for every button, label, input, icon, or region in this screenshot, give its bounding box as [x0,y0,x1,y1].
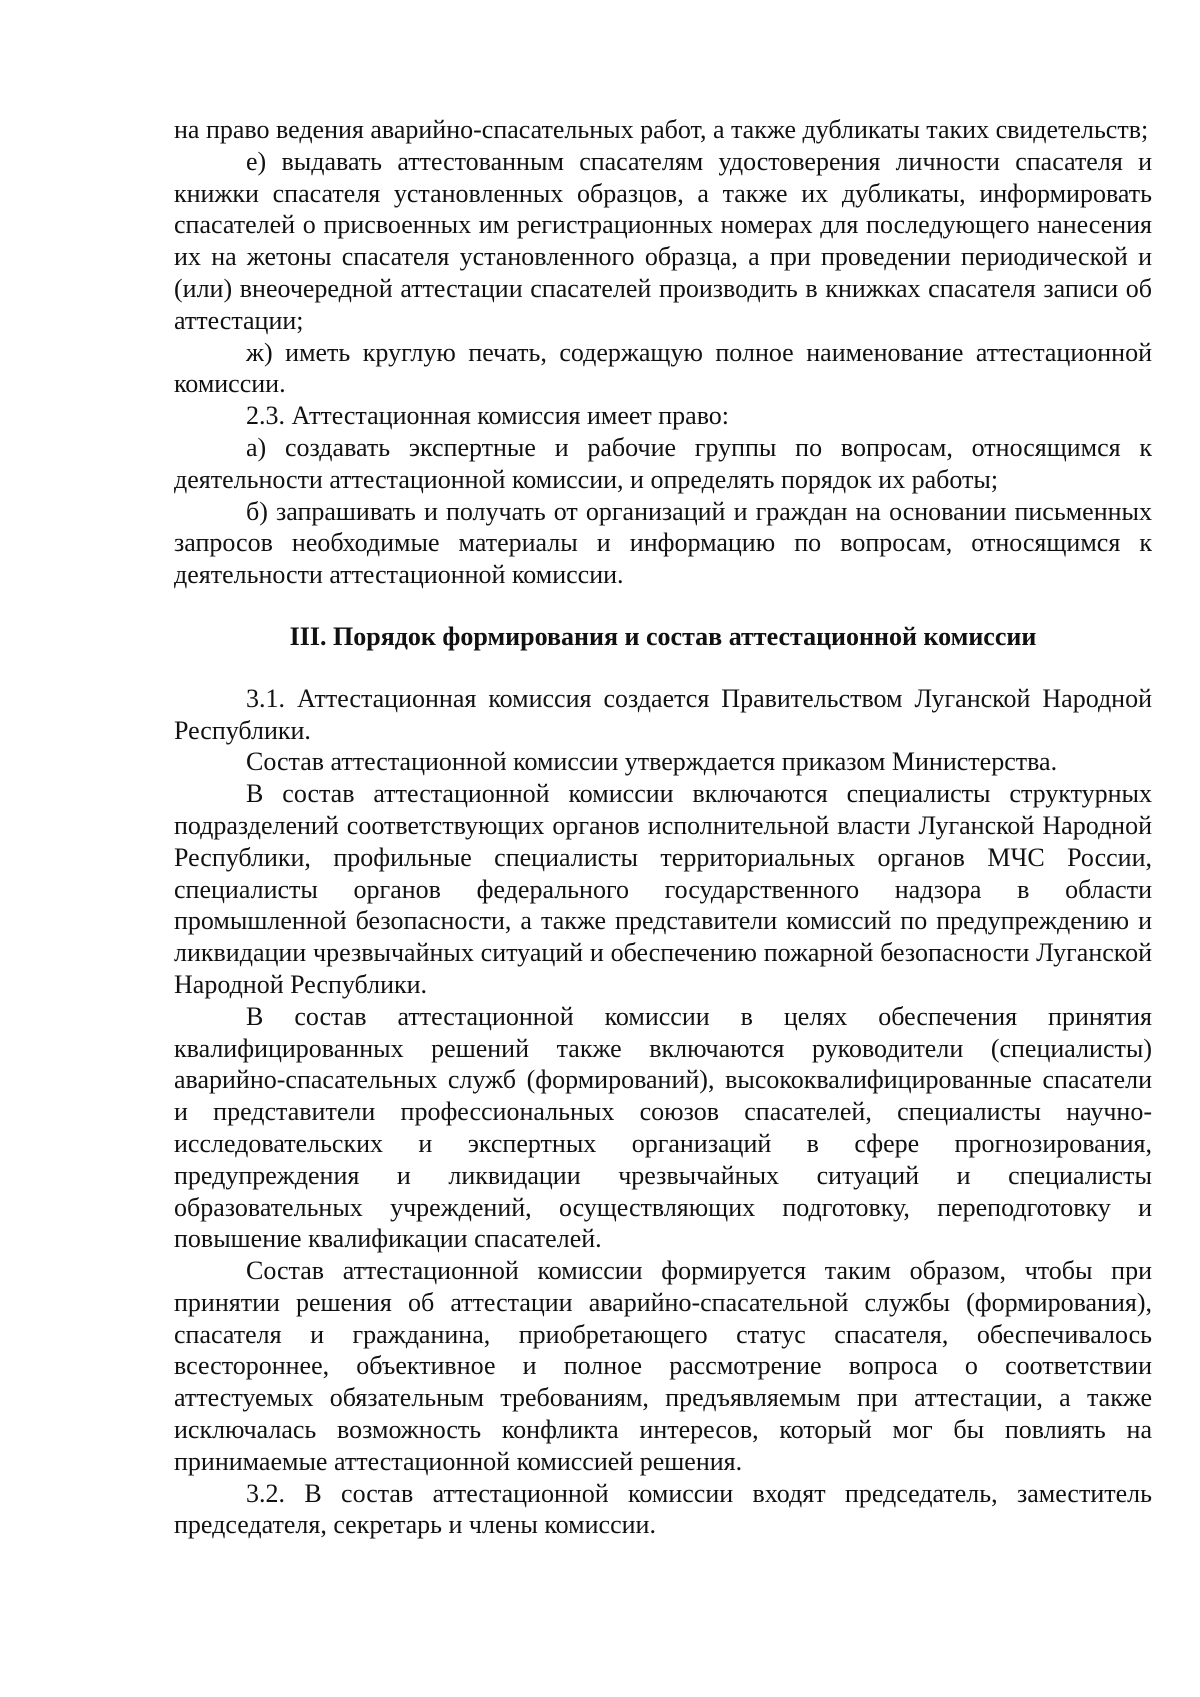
paragraph-3-1: 3.1. Аттестационная комиссия создается Правительством Луганской Народной Республики. [174,683,1152,745]
section-heading: III. Порядок формирования и состав аттестационной комиссии [289,621,1037,651]
paragraph-composition-approval: Состав аттестационной комиссии утверждается приказом Министерства. [246,747,1058,777]
document-page [174,114,1152,1541]
paragraph-3-2: 3.2. В состав аттестационной комиссии входят председатель, заместитель председателя, секретарь и члены комиссии. [174,1478,1152,1540]
paragraph-2-3: 2.3. Аттестационная комиссия имеет право: [246,401,730,431]
paragraph-item-b: б) запрашивать и получать от организаций и граждан на основании письменных запросов необходимые материалы и информацию по вопросам, относящимся к деятельности аттестационной комиссии. [174,496,1152,590]
paragraph-continuation: на право ведения аварийно-спасательных работ, а также дубликаты таких свидетельств; [174,115,1149,144]
paragraph-composition-qualified: В состав аттестационной комиссии в целях обеспечения принятия квалифицированных решений также включаются руководители (специалисты) аварийно-спасательных служб (формирований), высококвалифицированные спасатели и представители профессиональных союзов спасателей, специалисты научно-исследовательских и экспертных организаций в сфере прогнозирования, предупреждения и ликвидации чрезвычайных ситуаций и специалисты образовательных учреждений, осуществляющих подготовку, переподготовку и повышение квалификации спасателей. [174,1001,1152,1254]
paragraph-composition-specialists: В состав аттестационной комиссии включаются специалисты структурных подразделений соответствующих органов исполнительной власти Луганской Народной Республики, профильные специалисты территориальных органов МЧС России, специалисты органов федерального государственного надзора в области промышленной безопасности, а также представители комиссий по предупреждению и ликвидации чрезвычайных ситуаций и обеспечению пожарной безопасности Луганской Народной Республики. [174,779,1152,999]
paragraph-item-zh: ж) иметь круглую печать, содержащую полное наименование аттестационной комиссии. [174,337,1152,399]
paragraph-composition-formation: Состав аттестационной комиссии формируется таким образом, чтобы при принятии решения об аттестации аварийно-спасательной службы (формирования), спасателя и гражданина, приобретающего статус спасателя, обеспечивалось всестороннее, объективное и полное рассмотрение вопроса о соответствии аттестуемых обязательным требованиям, предъявляемым при аттестации, а также исключалась возможность конфликта интересов, который мог бы повлиять на принимаемые аттестационной комиссией решения. [174,1256,1152,1476]
paragraph-item-a: а) создавать экспертные и рабочие группы по вопросам, относящимся к деятельности аттестационной комиссии, и определять порядок их работы; [174,432,1152,494]
paragraph-item-e: е) выдавать аттестованным спасателям удостоверения личности спасателя и книжки спасателя установленных образцов, а также их дубликаты, информировать спасателей о присвоенных им регистрационных номерах для последующего нанесения их на жетоны спасателя установленного образца, а при проведении периодической и (или) внеочередной аттестации спасателей производить в книжках спасателя записи об аттестации; [174,146,1152,335]
